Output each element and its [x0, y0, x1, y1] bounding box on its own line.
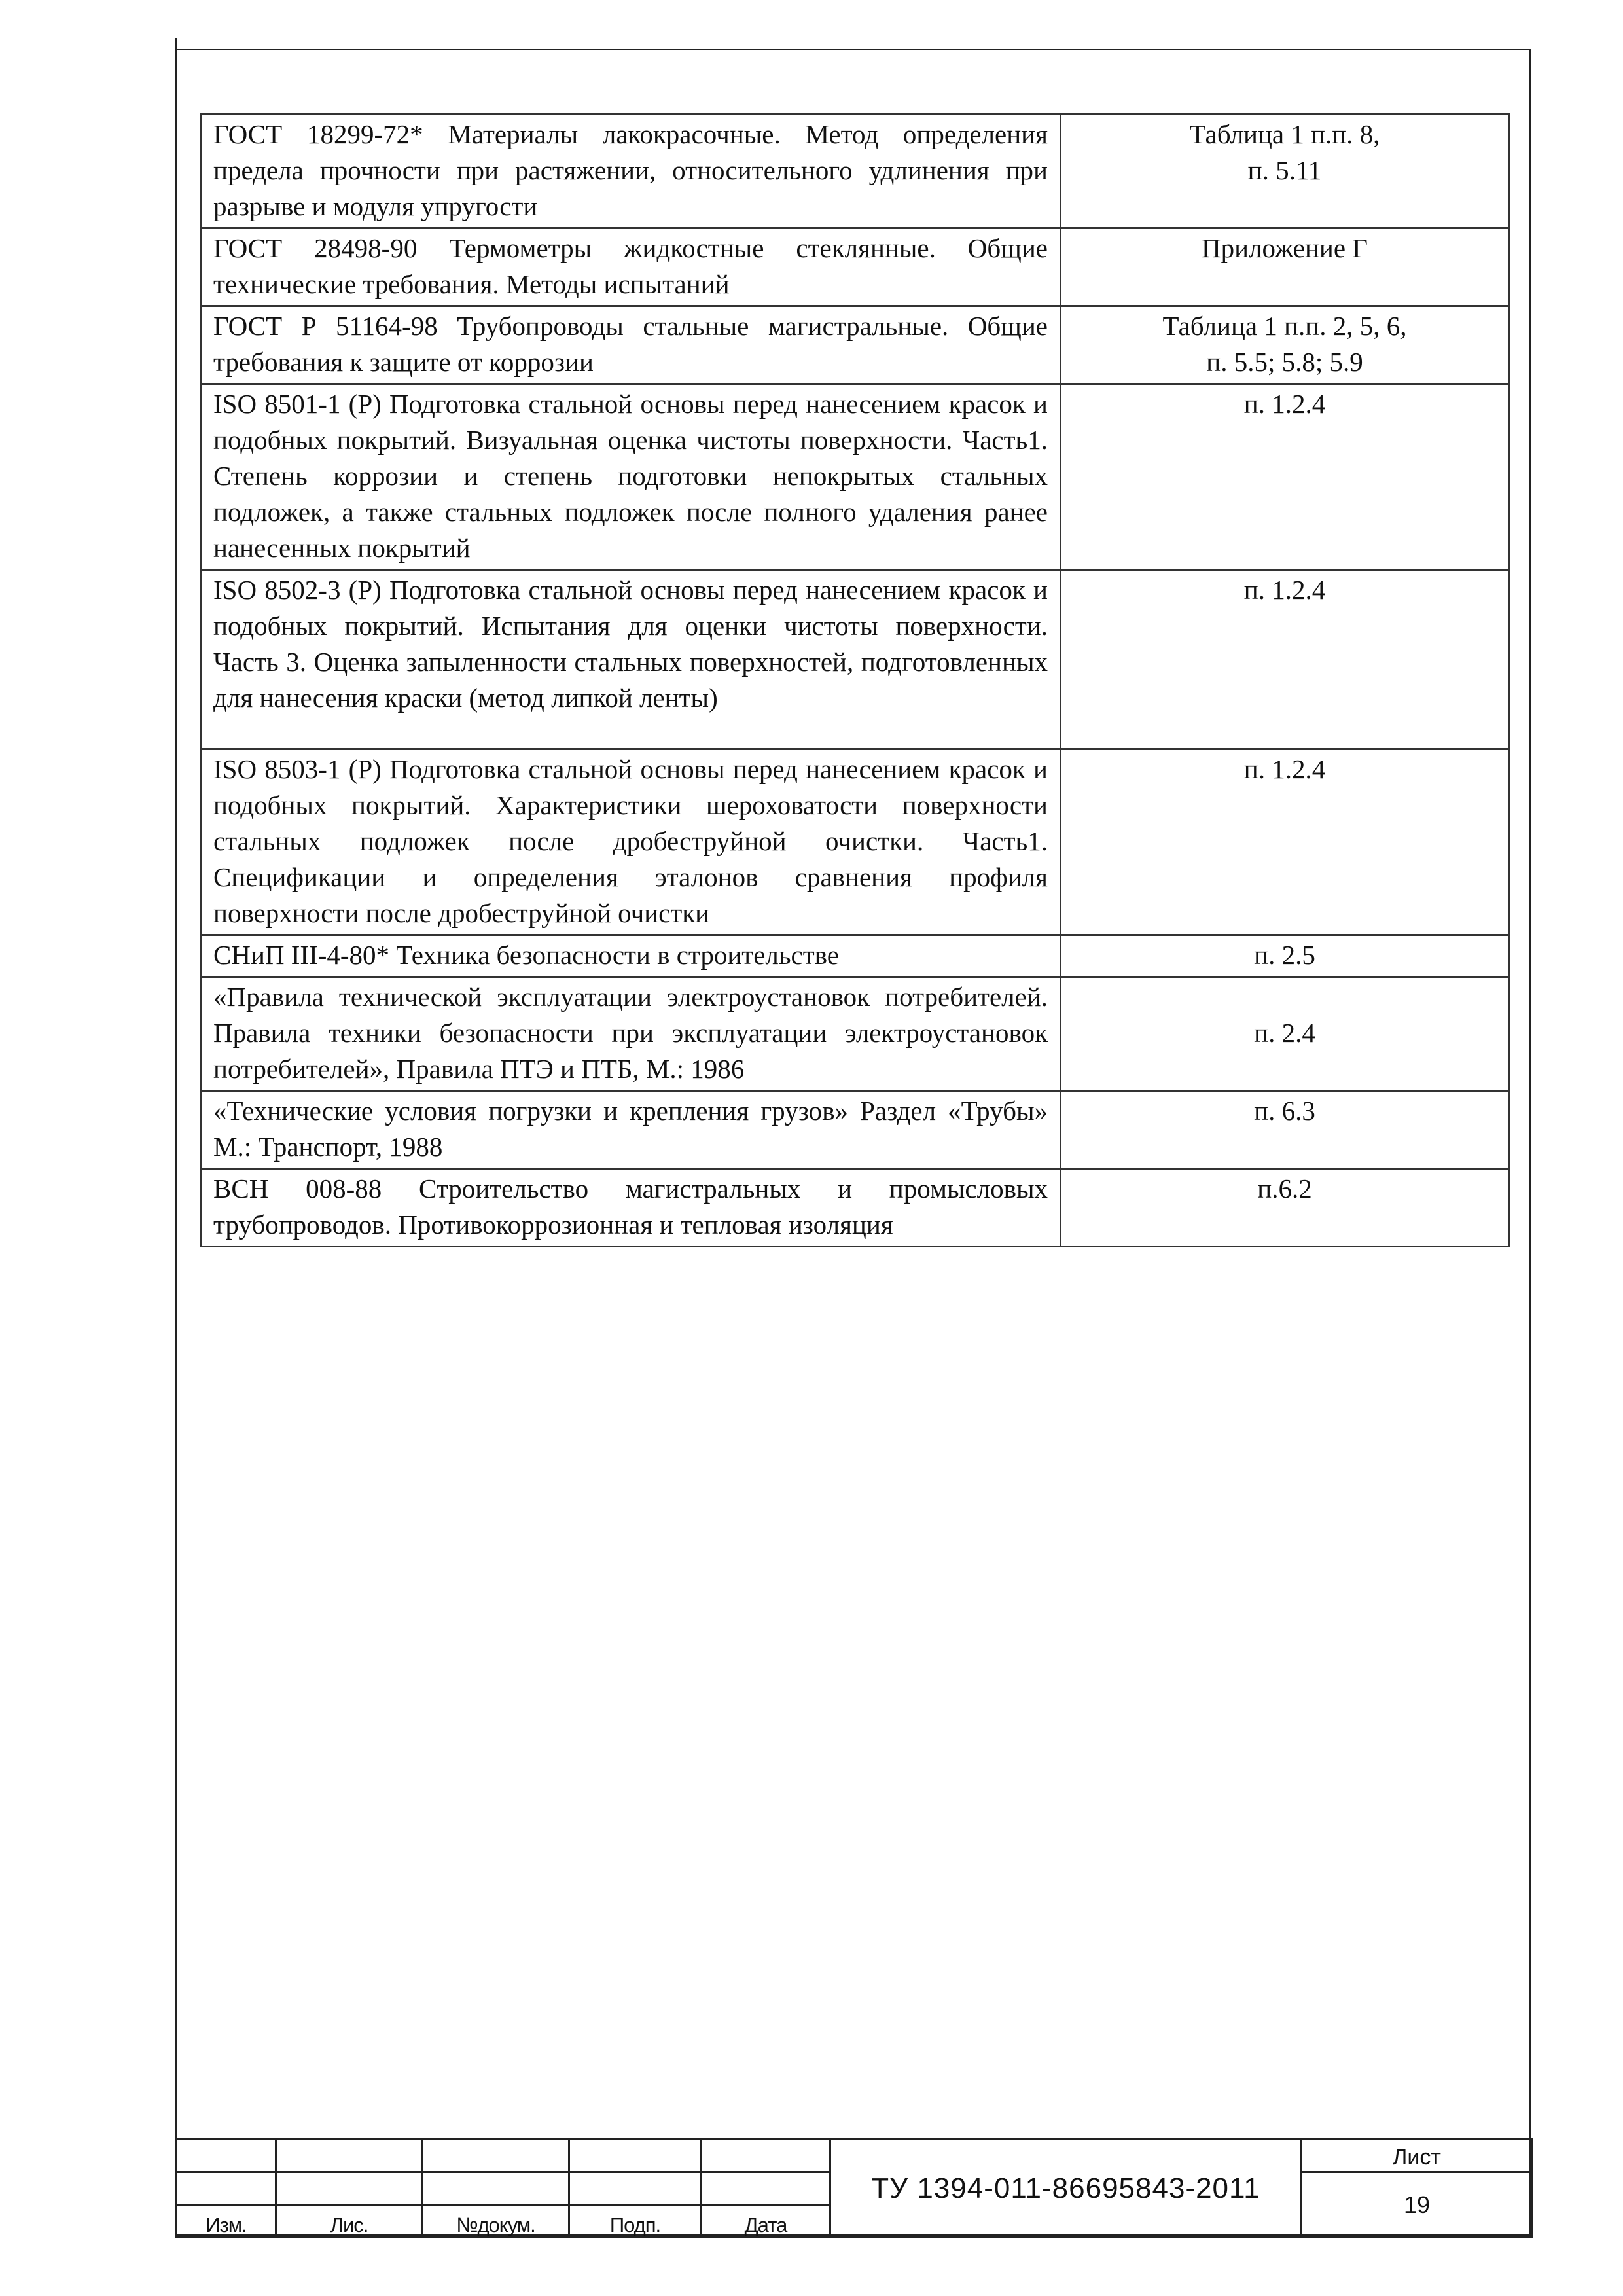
reference-clause [1061, 228, 1509, 306]
reference-clause [1061, 977, 1509, 1091]
title-block [175, 2138, 1533, 2238]
stamp-label-sheet: Лис. [276, 2205, 423, 2238]
table-row [201, 749, 1509, 935]
stamp-label-signature: Подп. [569, 2205, 702, 2238]
stamp-label-doc-number: №докум. [423, 2205, 569, 2238]
clause-line: Таблица 1 п.п. 8, [1189, 119, 1380, 149]
reference-document: СНиП III-4-80* Техника безопасности в строительстве [201, 935, 1061, 977]
clause-line: п. 1.2.4 [1243, 575, 1326, 605]
reference-document: ВСН 008-88 Строительство магистральных и промысловых трубопроводов. Противокоррозионная и тепловая изоляция [201, 1169, 1061, 1247]
reference-document: ГОСТ Р 51164-98 Трубопроводы стальные магистральные. Общие требования к защите от коррозии [201, 306, 1061, 384]
reference-clause [1061, 306, 1509, 384]
stamp-cell [423, 2172, 569, 2205]
reference-clause [1061, 1091, 1509, 1169]
table-row [201, 228, 1509, 306]
reference-document: ГОСТ 28498-90 Термометры жидкостные стеклянные. Общие технические требования. Методы испытаний [201, 228, 1061, 306]
stamp-cell [276, 2172, 423, 2205]
stamp-label-change: Изм. [177, 2205, 276, 2238]
reference-clause [1061, 115, 1509, 228]
clause-line: Таблица 1 п.п. 2, 5, 6, [1162, 311, 1407, 341]
references-table [200, 113, 1510, 1247]
reference-document: ISO 8502-3 (Р) Подготовка стальной основы перед нанесением красок и подобных покрытий. Испытания для оценки чистоты поверхности. Часть 3. Оценка запыленности стальных поверхностей, подготовленных для нанесения краски (метод липкой ленты) [201, 570, 1061, 749]
stamp-cell [702, 2140, 830, 2172]
document-designation: ТУ 1394-011-86695843-2011 [830, 2140, 1302, 2238]
clause-line: п.6.2 [1257, 1174, 1312, 1204]
clause-line: п. 5.5; 5.8; 5.9 [1206, 347, 1363, 377]
stamp-label-date: Дата [702, 2205, 830, 2238]
stamp-cell [569, 2140, 702, 2172]
stamp-cell [702, 2172, 830, 2205]
frame-corner-mark [175, 38, 177, 51]
table-row [201, 1091, 1509, 1169]
reference-document: ISO 8501-1 (Р) Подготовка стальной основы перед нанесением красок и подобных покрытий. Визуальная оценка чистоты поверхности. Часть1. Степень коррозии и степень подготовки непокрытых стальных подложек, а также стальных подложек после полного удаления ранее нанесенных покрытий [201, 384, 1061, 570]
reference-clause [1061, 935, 1509, 977]
stamp-cell [569, 2172, 702, 2205]
table-row [201, 306, 1509, 384]
table-row [201, 115, 1509, 228]
table-row [201, 1169, 1509, 1247]
clause-line: Приложение Г [1201, 233, 1368, 263]
sheet-label: Лист [1302, 2140, 1533, 2172]
clause-line: п. 2.4 [1254, 1018, 1315, 1048]
clause-line: п. 6.3 [1254, 1096, 1315, 1126]
reference-document: ISO 8503-1 (Р) Подготовка стальной основы перед нанесением красок и подобных покрытий. Характеристики шероховатости поверхности стальных подложек после дробеструйной очистки. Часть1. Спецификации и определения эталонов сравнения профиля поверхности после дробеструйной очистки [201, 749, 1061, 935]
reference-clause [1061, 1169, 1509, 1247]
table-row [201, 935, 1509, 977]
clause-line: п. 2.5 [1254, 940, 1315, 970]
reference-clause [1061, 749, 1509, 935]
clause-line: п. 1.2.4 [1243, 754, 1326, 784]
clause-line: п. 5.11 [1247, 155, 1322, 185]
sheet-number: 19 [1302, 2172, 1533, 2238]
table-row [201, 570, 1509, 749]
stamp-cell [177, 2172, 276, 2205]
reference-document: ГОСТ 18299-72* Материалы лакокрасочные. Метод определения предела прочности при растяжении, относительного удлинения при разрыве и модуля упругости [201, 115, 1061, 228]
reference-clause [1061, 570, 1509, 749]
table-row [201, 384, 1509, 570]
table-row [201, 977, 1509, 1091]
reference-document: «Правила технической эксплуатации электроустановок потребителей. Правила техники безопасности при эксплуатации электроустановок потребителей», Правила ПТЭ и ПТБ, М.: 1986 [201, 977, 1061, 1091]
clause-line: п. 1.2.4 [1243, 389, 1326, 419]
stamp-cell [276, 2140, 423, 2172]
reference-document: «Технические условия погрузки и крепления грузов» Раздел «Трубы» М.: Транспорт, 1988 [201, 1091, 1061, 1169]
reference-clause [1061, 384, 1509, 570]
stamp-cell [423, 2140, 569, 2172]
stamp-cell [177, 2140, 276, 2172]
